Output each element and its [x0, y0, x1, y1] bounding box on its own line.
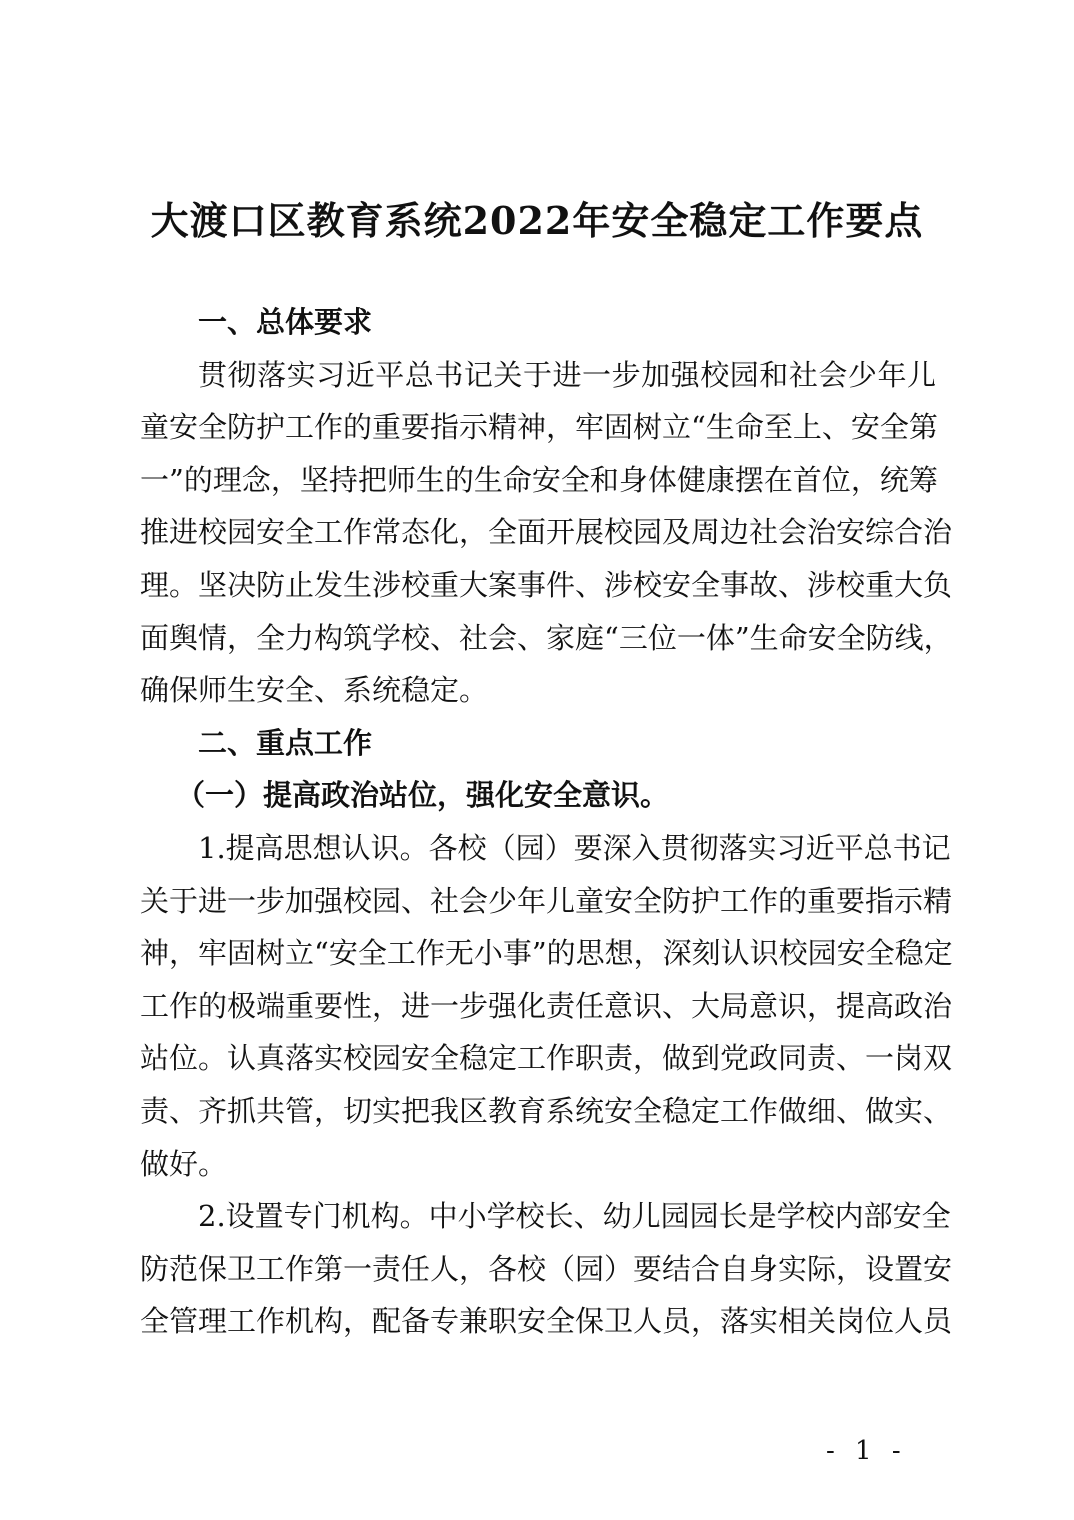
text-line: 责、齐抓共管，切实把我区教育系统安全稳定工作做细、做实、	[140, 1093, 953, 1128]
text-line: 童安全防护工作的重要指示精神，牢固树立“生命至上、安全第	[140, 410, 938, 445]
text-line: 2.设置专门机构。中小学校长、幼儿园园长是学校内部安全	[198, 1199, 951, 1234]
text-line: 关于进一步加强校园、社会少年儿童安全防护工作的重要指示精	[140, 883, 953, 918]
section-heading: 一、总体要求	[198, 305, 373, 339]
text-line: 推进校园安全工作常态化，全面开展校园及周边社会治安综合治	[140, 515, 953, 550]
subsection-heading: （一）提高政治站位，强化安全意识。	[176, 778, 670, 813]
text-line: 贯彻落实习近平总书记关于进一步加强校园和社会少年儿	[198, 357, 936, 392]
paragraph	[140, 1190, 953, 1348]
text-line: 防范保卫工作第一责任人，各校（园）要结合自身实际，设置安	[140, 1251, 953, 1286]
text-line: 1.提高思想认识。各校（园）要深入贯彻落实习近平总书记	[198, 830, 951, 865]
text-line: 一”的理念，坚持把师生的生命安全和身体健康摆在首位，统筹	[140, 462, 938, 497]
text-line: 工作的极端重要性，进一步强化责任意识、大局意识，提高政治	[140, 988, 953, 1023]
document-body	[140, 296, 953, 1348]
document-title: 大渡口区教育系统2022年安全稳定工作要点	[150, 198, 924, 243]
text-line: 站位。认真落实校园安全稳定工作职责，做到党政同责、一岗双	[140, 1041, 953, 1076]
text-line: 做好。	[140, 1146, 228, 1181]
paragraph	[140, 822, 953, 1190]
text-line: 面舆情，全力构筑学校、社会、家庭“三位一体”生命安全防线，	[140, 620, 953, 655]
text-line: 全管理工作机构，配备专兼职安全保卫人员，落实相关岗位人员	[140, 1304, 953, 1339]
text-line: 确保师生安全、系统稳定。	[140, 673, 489, 708]
text-line: 神，牢固树立“安全工作无小事”的思想，深刻认识校园安全稳定	[140, 936, 953, 971]
paragraph	[140, 349, 953, 717]
section-heading: 二、重点工作	[198, 725, 373, 760]
text-line: 理。坚决防止发生涉校重大案事件、涉校安全事故、涉校重大负	[140, 567, 953, 602]
page-number: - 1 -	[826, 1436, 907, 1466]
